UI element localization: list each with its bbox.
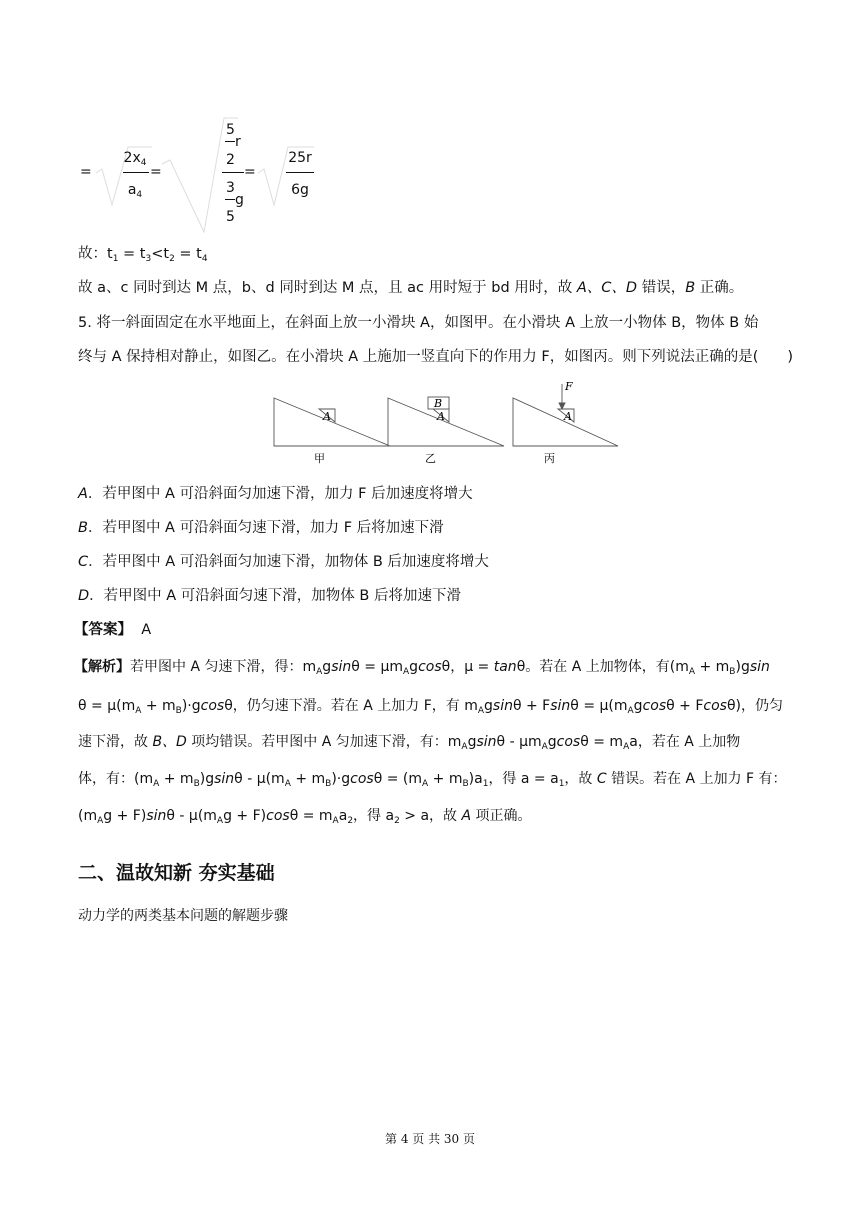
label-a-yi: A [437,410,445,423]
caption-jia: 甲 [314,452,325,465]
analysis-line-3: 速下滑，故 B、D 项均错误。若甲图中 A 匀加速下滑，有：$m_Agsin\theta - \mu m_Agcos\theta = m_Aa$，若在 A 上加物 [78,734,741,752]
page-footer: 第 4 页 共 30 页 [385,1132,475,1146]
analysis-line-4: 体，有：$(m_A + m_B)gsin\theta - \mu(m_A + m_B)\cdot gcos\theta = (m_A + m_B)a_1$，得 $a = a_1$，故 C 错误。若在 A 上加力 F 有： [78,771,787,789]
caption-yi: 乙 [425,452,436,465]
nested-fraction-bar [225,199,235,200]
nested-denominator-3: 3 [226,180,235,196]
nested-r: r [235,134,241,150]
nested-numerator-5: 5 [226,122,235,138]
incline-figure [268,378,628,468]
fraction-bar [123,172,149,173]
analysis-line-2: $\theta = \mu(m_A + m_B)\cdot gcos\theta$，仍匀速下滑。若在 A 上加力 F，有 $m_Agsin\theta + Fsin\theta = \mu(m_Agcos\theta + Fcos\theta)$，仍匀 [78,698,783,716]
equals-sign: = [150,164,162,180]
option-a: A．若甲图中 A 可沿斜面匀加速下滑，加力 F 后加速度将增大 [78,486,473,502]
label-a-bing: A [564,410,572,423]
option-c: C．若甲图中 A 可沿斜面匀加速下滑，加物体 B 后加速度将增大 [78,554,489,570]
fraction-denominator: $a_4$ [127,182,143,200]
nested-g: g [235,192,244,208]
fraction-bar [286,172,314,173]
option-b: B．若甲图中 A 可沿斜面匀速下滑，加力 F 后将加速下滑 [78,520,444,536]
conclusion-line: 故 a、c 同时到达 M 点，b、d 同时到达 M 点，且 ac 用时短于 bd 用时，故 A、C、D 错误，B 正确。 [78,280,744,296]
label-b-yi: B [434,397,443,410]
analysis-line-5: $(m_Ag + F)\sin\theta - \mu(m_Ag + F)\cos\theta = m_Aa_2$，得 $a_2 > a$，故 A 项正确。 [78,808,532,826]
caption-bing: 丙 [544,452,555,465]
time-relation-line: 故：$t_1 = t_3<t_2 = t_4$ [78,246,208,264]
fraction-denominator: 6g [291,182,309,198]
section-subtitle: 动力学的两类基本问题的解题步骤 [78,908,288,924]
nested-fraction-bar [225,141,235,142]
fraction-numerator: 25r [288,150,312,166]
fraction-numerator: $2x_4$ [123,150,147,168]
question-line-1: 5. 将一斜面固定在水平地面上，在斜面上放一小滑块 A，如图甲。在小滑块 A 上放一小物体 B，物体 B 始 [78,315,759,331]
main-fraction-bar [222,172,244,173]
nested-denominator-5: 5 [226,209,235,225]
equals-sign: = [244,164,256,180]
label-a-jia: A [323,410,331,423]
label-f-bing: F [565,380,573,393]
answer-line: 【答案】 A [74,622,152,638]
option-d: D．若甲图中 A 可沿斜面匀速下滑，加物体 B 后将加速下滑 [78,588,461,604]
analysis-line-1: 【解析】若甲图中 A 匀速下滑，得：$m_Agsin\theta = \mu m_Agcos\theta$，μ = tanθ。若在 A 上加物体，有$(m_A + m_B)gsin$ [74,659,770,677]
section-heading: 二、温故知新 夯实基础 [78,862,275,884]
nested-numerator-2: 2 [226,152,235,168]
question-line-2: 终与 A 保持相对静止，如图乙。在小滑块 A 上施加一竖直向下的作用力 F，如图丙。则下列说法正确的是( ) [78,349,794,365]
equals-sign: = [80,164,92,180]
incline-jia [274,398,390,446]
